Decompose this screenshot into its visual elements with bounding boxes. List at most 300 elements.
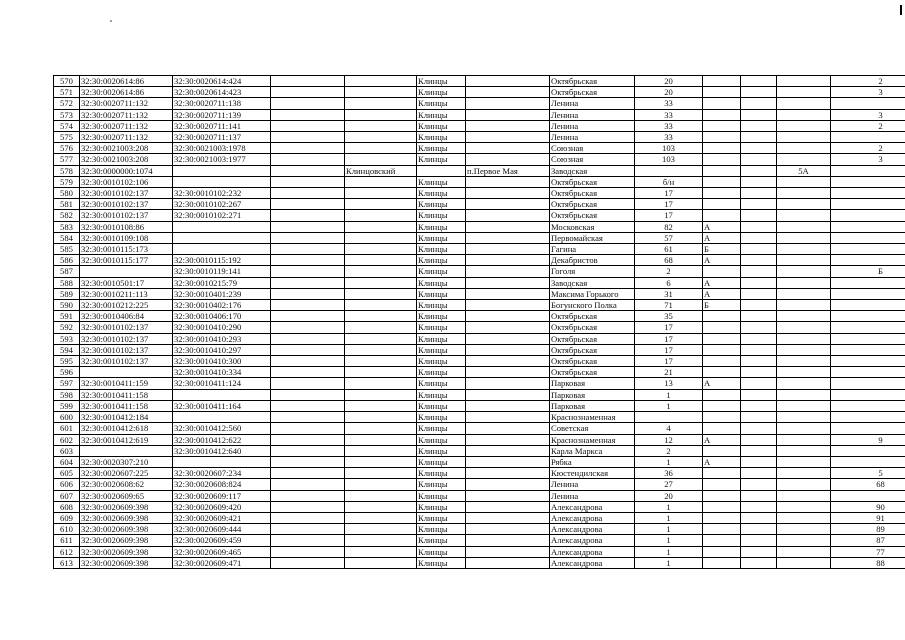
apartment-cell <box>831 232 905 243</box>
house-number-cell: 17 <box>635 322 703 333</box>
apartment-cell <box>831 199 905 210</box>
table-row <box>54 456 905 467</box>
parcel-number-cell: 32:30:0020307:210 <box>80 456 173 467</box>
settlement-cell <box>466 221 550 232</box>
street-cell: Ленина <box>550 479 635 490</box>
district-cell <box>345 490 417 501</box>
letter-cell <box>703 412 741 423</box>
housing-cell <box>777 199 831 210</box>
col-blank-2-cell <box>741 244 777 255</box>
col-blank-1-cell <box>271 76 345 87</box>
row-number-cell: 579 <box>54 176 80 187</box>
district-cell <box>345 524 417 535</box>
building-number-cell: 32:30:0010410:300 <box>173 356 271 367</box>
settlement-cell <box>466 557 550 568</box>
settlement-cell <box>466 132 550 143</box>
settlement-cell <box>466 490 550 501</box>
street-cell: Александрова <box>550 557 635 568</box>
col-blank-1-cell <box>271 210 345 221</box>
housing-cell <box>777 210 831 221</box>
apartment-cell <box>831 333 905 344</box>
parcel-number-cell: 32:30:0010102:137 <box>80 210 173 221</box>
district-cell <box>345 468 417 479</box>
table-body <box>54 76 905 569</box>
table-row <box>54 76 905 87</box>
housing-cell <box>777 479 831 490</box>
table-row <box>54 120 905 131</box>
street-cell: Парковая <box>550 378 635 389</box>
city-cell: Клинцы <box>417 210 466 221</box>
settlement-cell <box>466 344 550 355</box>
apartment-cell: 89 <box>831 524 905 535</box>
settlement-cell <box>466 512 550 523</box>
city-cell: Клинцы <box>417 199 466 210</box>
col-blank-1-cell <box>271 288 345 299</box>
col-blank-1-cell <box>271 557 345 568</box>
housing-cell <box>777 557 831 568</box>
building-number-cell: 32:30:0010412:640 <box>173 445 271 456</box>
table-row <box>54 232 905 243</box>
table-row <box>54 501 905 512</box>
settlement-cell <box>466 501 550 512</box>
scan-dot-mark <box>110 20 112 22</box>
housing-cell <box>777 468 831 479</box>
street-cell: Ленина <box>550 490 635 501</box>
house-number-cell: 33 <box>635 98 703 109</box>
street-cell: Александрова <box>550 524 635 535</box>
district-cell <box>345 210 417 221</box>
table-row <box>54 322 905 333</box>
street-cell: Октябрьская <box>550 322 635 333</box>
apartment-cell <box>831 300 905 311</box>
parcel-number-cell: 32:30:0021003:208 <box>80 154 173 165</box>
housing-cell <box>777 322 831 333</box>
col-blank-2-cell <box>741 367 777 378</box>
col-blank-2-cell <box>741 266 777 277</box>
housing-cell <box>777 188 831 199</box>
table-row <box>54 344 905 355</box>
col-blank-2-cell <box>741 423 777 434</box>
house-number-cell: 20 <box>635 490 703 501</box>
housing-cell <box>777 456 831 467</box>
district-cell <box>345 266 417 277</box>
letter-cell <box>703 188 741 199</box>
housing-cell <box>777 367 831 378</box>
house-number-cell: 1 <box>635 512 703 523</box>
district-cell <box>345 311 417 322</box>
letter-cell <box>703 266 741 277</box>
apartment-cell: 68 <box>831 479 905 490</box>
col-blank-2-cell <box>741 434 777 445</box>
house-number-cell: 21 <box>635 367 703 378</box>
building-number-cell <box>173 412 271 423</box>
city-cell: Клинцы <box>417 277 466 288</box>
letter-cell <box>703 154 741 165</box>
letter-cell: Б <box>703 300 741 311</box>
col-blank-1-cell <box>271 154 345 165</box>
table-row <box>54 468 905 479</box>
apartment-cell: 9 <box>831 434 905 445</box>
settlement-cell <box>466 176 550 187</box>
row-number-cell: 608 <box>54 501 80 512</box>
city-cell: Клинцы <box>417 524 466 535</box>
parcel-number-cell <box>80 445 173 456</box>
housing-cell <box>777 87 831 98</box>
row-number-cell: 571 <box>54 87 80 98</box>
housing-cell <box>777 412 831 423</box>
city-cell: Клинцы <box>417 445 466 456</box>
city-cell: Клинцы <box>417 378 466 389</box>
house-number-cell: 17 <box>635 199 703 210</box>
street-cell: Краснознаменная <box>550 434 635 445</box>
table-row <box>54 221 905 232</box>
row-number-cell: 599 <box>54 400 80 411</box>
col-blank-2-cell <box>741 389 777 400</box>
house-number-cell: 103 <box>635 154 703 165</box>
city-cell: Клинцы <box>417 468 466 479</box>
house-number-cell: 82 <box>635 221 703 232</box>
settlement-cell <box>466 322 550 333</box>
housing-cell <box>777 445 831 456</box>
letter-cell <box>703 389 741 400</box>
parcel-number-cell: 32:30:0020711:132 <box>80 132 173 143</box>
parcel-number-cell: 32:30:0010412:184 <box>80 412 173 423</box>
col-blank-1-cell <box>271 400 345 411</box>
parcel-number-cell: 32:30:0020609:65 <box>80 490 173 501</box>
row-number-cell: 575 <box>54 132 80 143</box>
house-number-cell: 20 <box>635 76 703 87</box>
table-row <box>54 87 905 98</box>
col-blank-2-cell <box>741 109 777 120</box>
apartment-cell: 77 <box>831 546 905 557</box>
row-number-cell: 605 <box>54 468 80 479</box>
col-blank-1-cell <box>271 277 345 288</box>
house-number-cell: 1 <box>635 389 703 400</box>
row-number-cell: 596 <box>54 367 80 378</box>
city-cell: Клинцы <box>417 512 466 523</box>
street-cell: Октябрьская <box>550 210 635 221</box>
apartment-cell <box>831 244 905 255</box>
col-blank-1-cell <box>271 199 345 210</box>
parcel-number-cell: 32:30:0020609:398 <box>80 557 173 568</box>
col-blank-2-cell <box>741 300 777 311</box>
street-cell: Парковая <box>550 389 635 400</box>
col-blank-2-cell <box>741 210 777 221</box>
table-row <box>54 266 905 277</box>
street-cell: Карла Маркса <box>550 445 635 456</box>
building-number-cell: 32:30:0010401:239 <box>173 288 271 299</box>
housing-cell <box>777 132 831 143</box>
street-cell: Октябрьская <box>550 188 635 199</box>
letter-cell: А <box>703 288 741 299</box>
letter-cell <box>703 210 741 221</box>
city-cell: Клинцы <box>417 221 466 232</box>
house-number-cell: 17 <box>635 210 703 221</box>
housing-cell <box>777 546 831 557</box>
col-blank-1-cell <box>271 109 345 120</box>
housing-cell <box>777 300 831 311</box>
table-row <box>54 434 905 445</box>
col-blank-2-cell <box>741 512 777 523</box>
apartment-cell <box>831 412 905 423</box>
col-blank-2-cell <box>741 76 777 87</box>
district-cell <box>345 87 417 98</box>
city-cell: Клинцы <box>417 311 466 322</box>
district-cell <box>345 199 417 210</box>
parcel-number-cell: 32:30:0010102:137 <box>80 322 173 333</box>
letter-cell <box>703 546 741 557</box>
district-cell <box>345 277 417 288</box>
building-number-cell: 32:30:0020607:234 <box>173 468 271 479</box>
house-number-cell: 1 <box>635 501 703 512</box>
row-number-cell: 610 <box>54 524 80 535</box>
col-blank-1-cell <box>271 546 345 557</box>
row-number-cell: 583 <box>54 221 80 232</box>
col-blank-1-cell <box>271 165 345 176</box>
street-cell: Гоголя <box>550 266 635 277</box>
city-cell: Клинцы <box>417 400 466 411</box>
housing-cell <box>777 333 831 344</box>
col-blank-1-cell <box>271 456 345 467</box>
apartment-cell <box>831 176 905 187</box>
col-blank-2-cell <box>741 221 777 232</box>
col-blank-2-cell <box>741 344 777 355</box>
apartment-cell <box>831 132 905 143</box>
letter-cell <box>703 344 741 355</box>
parcel-number-cell: 32:30:0010406:84 <box>80 311 173 322</box>
city-cell: Клинцы <box>417 490 466 501</box>
house-number-cell: 35 <box>635 311 703 322</box>
apartment-cell <box>831 288 905 299</box>
settlement-cell <box>466 199 550 210</box>
district-cell <box>345 456 417 467</box>
housing-cell <box>777 356 831 367</box>
col-blank-1-cell <box>271 490 345 501</box>
apartment-cell: 3 <box>831 87 905 98</box>
table-row <box>54 356 905 367</box>
scan-edge-mark <box>900 5 902 15</box>
city-cell: Клинцы <box>417 412 466 423</box>
street-cell: Максима Горького <box>550 288 635 299</box>
city-cell: Клинцы <box>417 87 466 98</box>
parcel-number-cell: 32:30:0010102:137 <box>80 199 173 210</box>
letter-cell: А <box>703 456 741 467</box>
apartment-cell <box>831 210 905 221</box>
row-number-cell: 601 <box>54 423 80 434</box>
house-number-cell: 17 <box>635 356 703 367</box>
district-cell <box>345 154 417 165</box>
building-number-cell: 32:30:0010411:164 <box>173 400 271 411</box>
col-blank-2-cell <box>741 333 777 344</box>
building-number-cell <box>173 244 271 255</box>
table-row <box>54 557 905 568</box>
district-cell <box>345 244 417 255</box>
housing-cell <box>777 490 831 501</box>
district-cell <box>345 255 417 266</box>
apartment-cell <box>831 311 905 322</box>
street-cell: Александрова <box>550 546 635 557</box>
building-number-cell: 32:30:0010406:170 <box>173 311 271 322</box>
building-number-cell: 32:30:0010410:297 <box>173 344 271 355</box>
col-blank-1-cell <box>271 244 345 255</box>
settlement-cell <box>466 98 550 109</box>
apartment-cell: 2 <box>831 120 905 131</box>
letter-cell: А <box>703 277 741 288</box>
letter-cell <box>703 445 741 456</box>
city-cell: Клинцы <box>417 501 466 512</box>
letter-cell <box>703 524 741 535</box>
col-blank-2-cell <box>741 132 777 143</box>
settlement-cell <box>466 300 550 311</box>
apartment-cell: 3 <box>831 154 905 165</box>
housing-cell <box>777 434 831 445</box>
building-number-cell: 32:30:0020614:424 <box>173 76 271 87</box>
house-number-cell: 6 <box>635 277 703 288</box>
col-blank-1-cell <box>271 176 345 187</box>
street-cell: Заводская <box>550 277 635 288</box>
street-cell: Ленина <box>550 109 635 120</box>
district-cell <box>345 378 417 389</box>
street-cell: Октябрьская <box>550 199 635 210</box>
letter-cell <box>703 400 741 411</box>
col-blank-2-cell <box>741 288 777 299</box>
parcel-number-cell: 32:30:0010411:158 <box>80 389 173 400</box>
city-cell: Клинцы <box>417 557 466 568</box>
district-cell <box>345 344 417 355</box>
apartment-cell <box>831 445 905 456</box>
col-blank-2-cell <box>741 277 777 288</box>
district-cell <box>345 400 417 411</box>
district-cell <box>345 300 417 311</box>
street-cell: Октябрьская <box>550 344 635 355</box>
city-cell: Клинцы <box>417 98 466 109</box>
street-cell: Рябка <box>550 456 635 467</box>
parcel-number-cell: 32:30:0020711:132 <box>80 98 173 109</box>
table-row <box>54 333 905 344</box>
house-number-cell: 17 <box>635 333 703 344</box>
city-cell: Клинцы <box>417 434 466 445</box>
district-cell <box>345 557 417 568</box>
building-number-cell: 32:30:0020609:459 <box>173 535 271 546</box>
parcel-number-cell: 32:30:0010115:173 <box>80 244 173 255</box>
col-blank-1-cell <box>271 221 345 232</box>
settlement-cell <box>466 378 550 389</box>
city-cell: Клинцы <box>417 479 466 490</box>
settlement-cell <box>466 143 550 154</box>
row-number-cell: 590 <box>54 300 80 311</box>
parcel-number-cell: 32:30:0020609:398 <box>80 512 173 523</box>
building-number-cell <box>173 165 271 176</box>
letter-cell <box>703 87 741 98</box>
parcel-number-cell: 32:30:0010102:106 <box>80 176 173 187</box>
building-number-cell: 32:30:0010215:79 <box>173 277 271 288</box>
street-cell: Октябрьская <box>550 333 635 344</box>
housing-cell <box>777 98 831 109</box>
row-number-cell: 576 <box>54 143 80 154</box>
col-blank-1-cell <box>271 512 345 523</box>
house-number-cell: 20 <box>635 87 703 98</box>
city-cell: Клинцы <box>417 344 466 355</box>
district-cell <box>345 288 417 299</box>
building-number-cell: 32:30:0010410:293 <box>173 333 271 344</box>
settlement-cell <box>466 311 550 322</box>
apartment-cell <box>831 378 905 389</box>
col-blank-1-cell <box>271 98 345 109</box>
building-number-cell <box>173 176 271 187</box>
row-number-cell: 603 <box>54 445 80 456</box>
col-blank-1-cell <box>271 188 345 199</box>
city-cell: Клинцы <box>417 266 466 277</box>
housing-cell <box>777 535 831 546</box>
building-number-cell: 32:30:0020609:471 <box>173 557 271 568</box>
housing-cell <box>777 423 831 434</box>
house-number-cell: 33 <box>635 132 703 143</box>
building-number-cell: 32:30:0010411:124 <box>173 378 271 389</box>
street-cell: Богунского Полка <box>550 300 635 311</box>
col-blank-2-cell <box>741 356 777 367</box>
letter-cell <box>703 311 741 322</box>
house-number-cell: 103 <box>635 143 703 154</box>
col-blank-2-cell <box>741 120 777 131</box>
apartment-cell: 2 <box>831 76 905 87</box>
parcel-number-cell: 32:30:0010109:108 <box>80 232 173 243</box>
city-cell: Клинцы <box>417 232 466 243</box>
parcel-number-cell: 32:30:0021003:208 <box>80 143 173 154</box>
apartment-cell <box>831 490 905 501</box>
letter-cell: А <box>703 378 741 389</box>
building-number-cell: 32:30:0010115:192 <box>173 255 271 266</box>
row-number-cell: 581 <box>54 199 80 210</box>
house-number-cell: 4 <box>635 423 703 434</box>
settlement-cell <box>466 277 550 288</box>
row-number-cell: 606 <box>54 479 80 490</box>
letter-cell <box>703 98 741 109</box>
settlement-cell <box>466 210 550 221</box>
row-number-cell: 595 <box>54 356 80 367</box>
col-blank-1-cell <box>271 143 345 154</box>
col-blank-1-cell <box>271 412 345 423</box>
housing-cell <box>777 232 831 243</box>
building-number-cell: 32:30:0010102:267 <box>173 199 271 210</box>
housing-cell <box>777 400 831 411</box>
col-blank-1-cell <box>271 232 345 243</box>
street-cell: Александрова <box>550 512 635 523</box>
table-row <box>54 512 905 523</box>
parcel-number-cell: 32:30:0010411:158 <box>80 400 173 411</box>
house-number-cell: 1 <box>635 400 703 411</box>
district-cell <box>345 423 417 434</box>
letter-cell <box>703 356 741 367</box>
housing-cell <box>777 221 831 232</box>
district-cell <box>345 322 417 333</box>
table-row <box>54 109 905 120</box>
building-number-cell: 32:30:0020608:824 <box>173 479 271 490</box>
settlement-cell <box>466 367 550 378</box>
parcel-number-cell: 32:30:0010108:86 <box>80 221 173 232</box>
col-blank-2-cell <box>741 176 777 187</box>
table-row <box>54 311 905 322</box>
row-number-cell: 592 <box>54 322 80 333</box>
col-blank-1-cell <box>271 333 345 344</box>
house-number-cell: 36 <box>635 468 703 479</box>
col-blank-1-cell <box>271 344 345 355</box>
letter-cell: А <box>703 434 741 445</box>
house-number-cell: 12 <box>635 434 703 445</box>
city-cell: Клинцы <box>417 143 466 154</box>
col-blank-2-cell <box>741 98 777 109</box>
letter-cell <box>703 479 741 490</box>
col-blank-2-cell <box>741 232 777 243</box>
